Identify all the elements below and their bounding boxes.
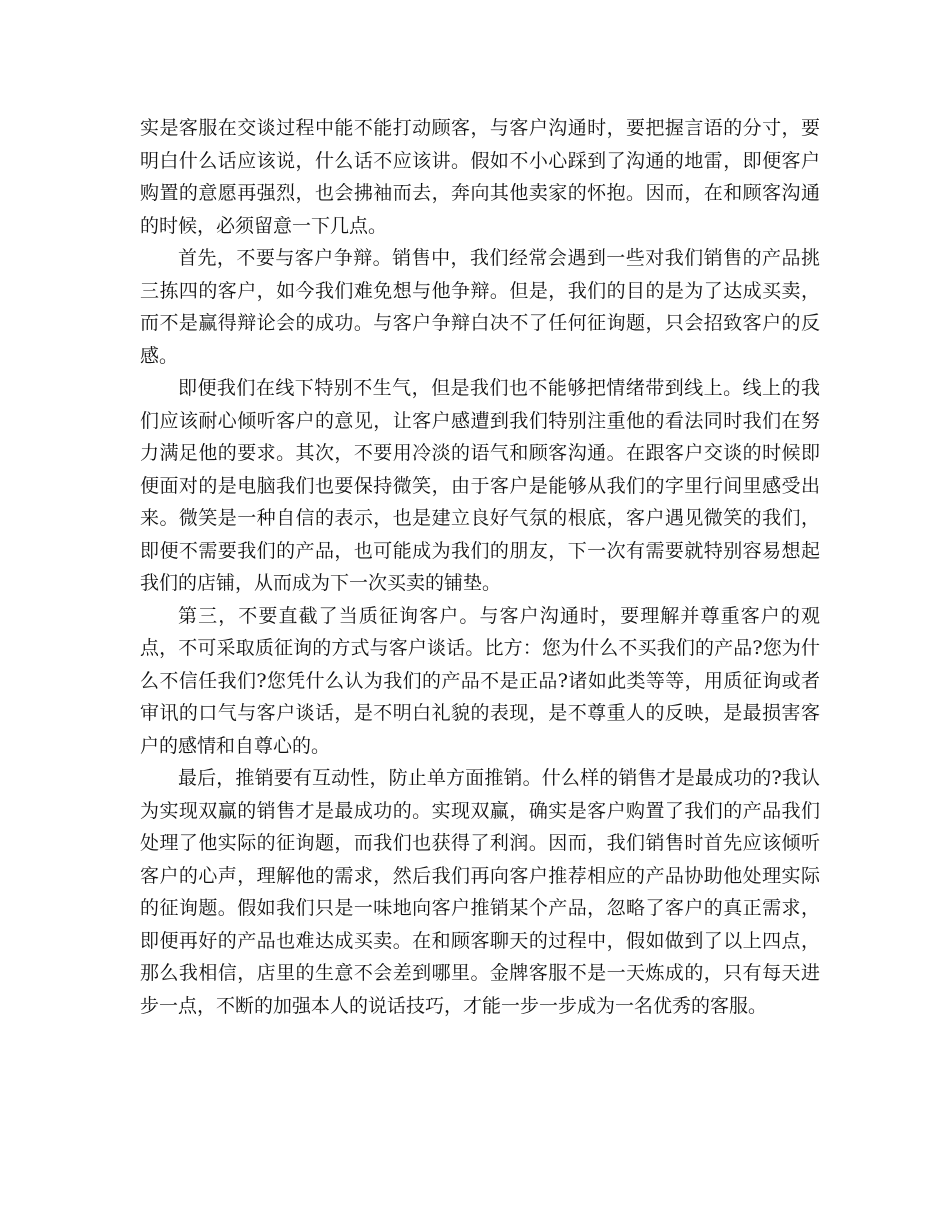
paragraph-emotion-and-smile: 即便我们在线下特别不生气，但是我们也不能够把情绪带到线上。线上的我们应该耐心倾听客户的意见，让客户感遭到我们特别注重他的看法同时我们在努力满足他的要求。其次，不要用冷淡的语气和顾客沟通。在跟客户交谈的时候即便面对的是电脑我们也要保持微笑，由于客户是能够从我们的字里行间里感受出来。微笑是一种自信的表示，也是建立良好气氛的根底，客户遇见微笑的我们，即便不需要我们的产品，也可能成为我们的朋友，下一次有需要就特别容易想起我们的店铺，从而成为下一次买卖的铺垫。 [140,377,820,594]
document-body [140,112,820,1022]
paragraph-third-point: 第三，不要直截了当质征询客户。与客户沟通时，要理解并尊重客户的观点，不可采取质征询的方式与客户谈话。比方：您为什么不买我们的产品?您为什么不信任我们?您凭什么认为我们的产品不是正品?诸如此类等等，用质征询或者审讯的口气与客户谈话，是不明白礼貌的表现，是不尊重人的反映，是最损害客户的感情和自尊心的。 [140,604,820,757]
paragraph-continuation: 实是客服在交谈过程中能不能打动顾客，与客户沟通时，要把握言语的分寸，要明白什么话应该说，什么话不应该讲。假如不小心踩到了沟通的地雷，即便客户购置的意愿再强烈，也会拂袖而去，奔向其他卖家的怀抱。因而，在和顾客沟通的时候，必须留意一下几点。 [140,117,820,237]
paragraph-final-point: 最后，推销要有互动性，防止单方面推销。什么样的销售才是最成功的?我认为实现双赢的销售才是最成功的。实现双赢，确实是客户购置了我们的产品我们处理了他实际的征询题，而我们也获得了利润。因而，我们销售时首先应该倾听客户的心声，理解他的需求，然后我们再向客户推荐相应的产品协助他处理实际的征询题。假如我们只是一味地向客户推销某个产品，忽略了客户的真正需求，即便再好的产品也难达成买卖。在和顾客聊天的过程中，假如做到了以上四点，那么我相信，店里的生意不会差到哪里。金牌客服不是一天炼成的，只有每天进步一点，不断的加强本人的说话技巧，才能一步一步成为一名优秀的客服。 [140,767,820,1017]
paragraph-first-point: 首先，不要与客户争辩。销售中，我们经常会遇到一些对我们销售的产品挑三拣四的客户，如今我们难免想与他争辩。但是，我们的目的是为了达成买卖，而不是赢得辩论会的成功。与客户争辩白决不了任何征询题，只会招致客户的反感。 [140,247,820,367]
